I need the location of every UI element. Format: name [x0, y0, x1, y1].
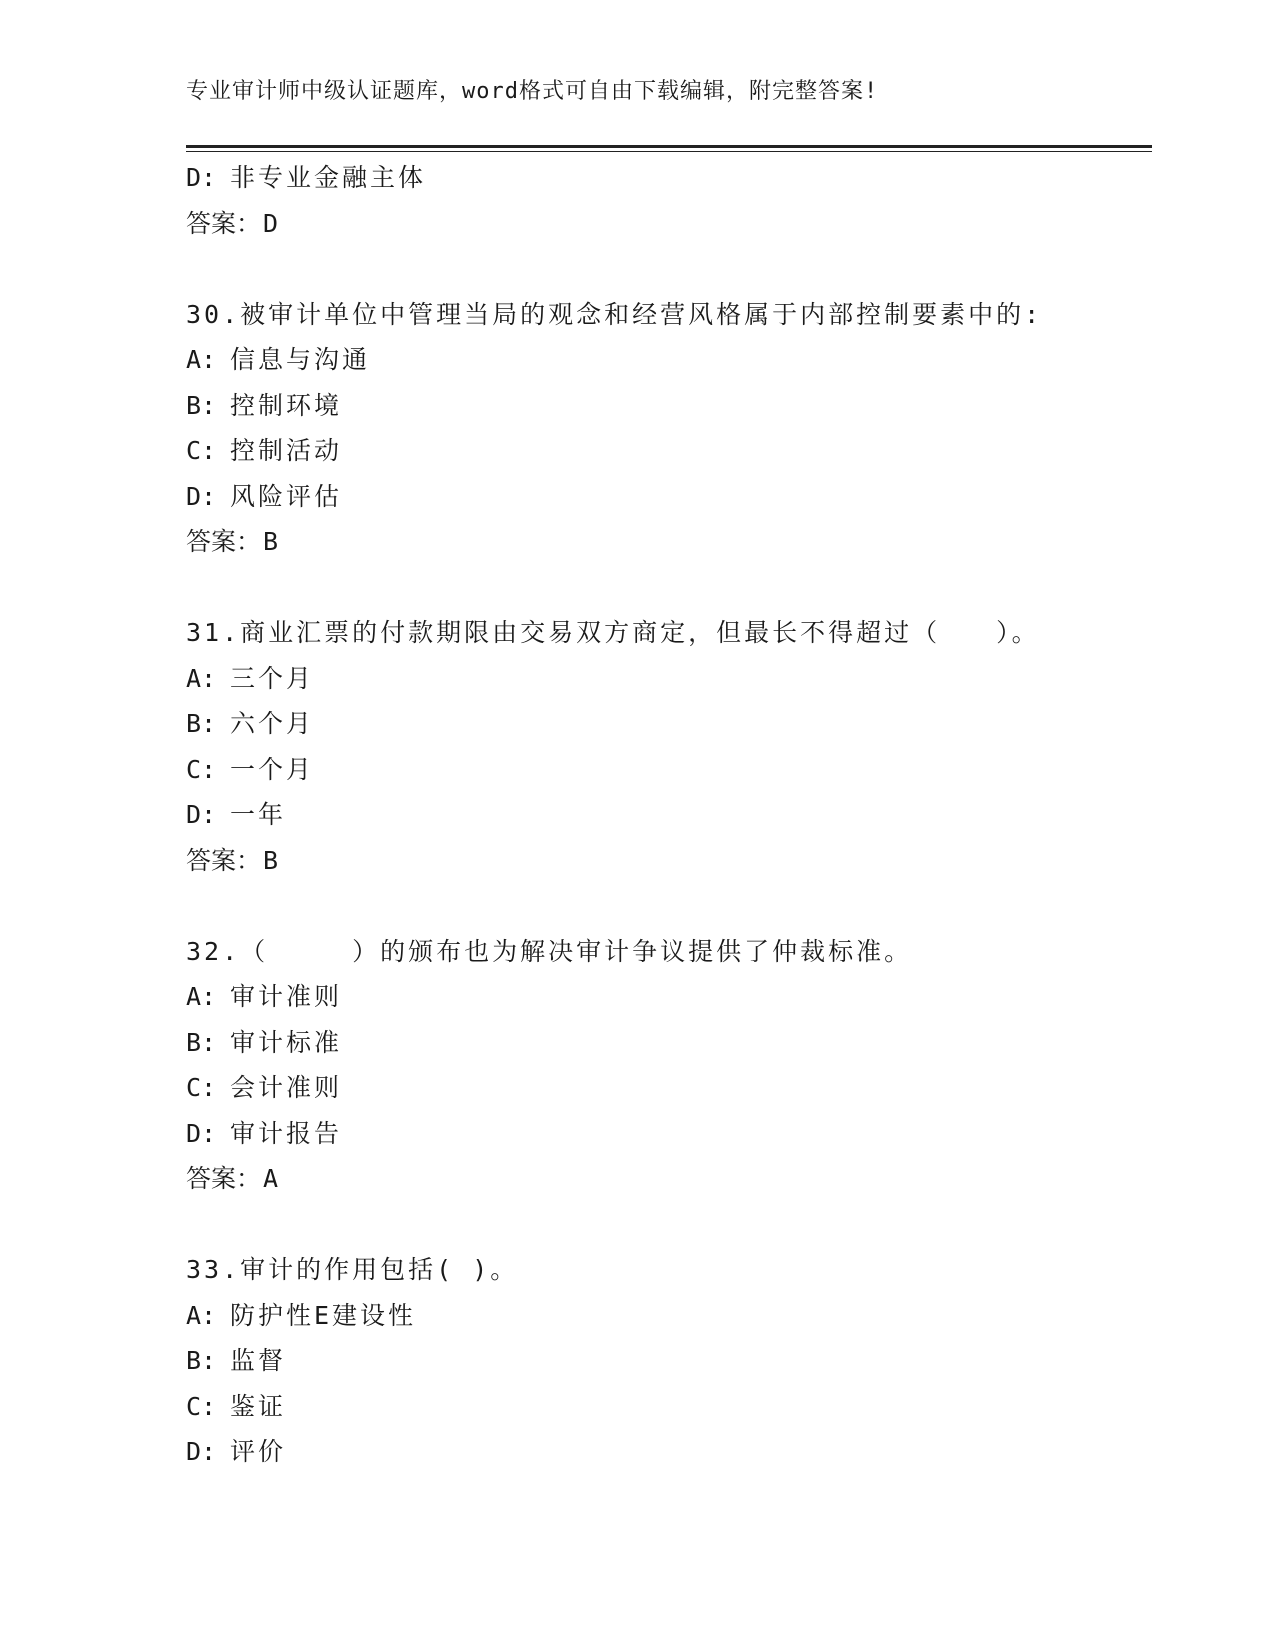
option-key: C:: [186, 1073, 217, 1102]
option-text: 评价: [230, 1437, 287, 1466]
option-text: 控制环境: [230, 390, 343, 420]
option-key: B:: [186, 709, 217, 738]
answer-line: [186, 1156, 1152, 1202]
option-key: A:: [186, 1300, 217, 1330]
option-c: [186, 1065, 1152, 1111]
answer-label: 答案：: [186, 845, 262, 875]
answer-value: B: [263, 527, 279, 556]
option-d: [186, 1111, 1152, 1157]
option-key: C:: [186, 754, 217, 784]
option-text: 审计准则: [230, 982, 343, 1011]
header-divider-thick: [186, 145, 1152, 148]
option-text: 审计标准: [230, 1027, 343, 1057]
question-stem: 30.被审计单位中管理当局的观念和经营风格属于内部控制要素中的:: [186, 299, 1043, 329]
option-key: A:: [186, 982, 217, 1011]
answer-label: 答案：: [186, 1164, 262, 1193]
answer-label: 答案：: [186, 208, 262, 238]
answer-line: [186, 838, 1152, 884]
option-text: 一个月: [230, 754, 315, 784]
answer-line: [186, 201, 1152, 247]
option-text: 防护性E建设性: [230, 1300, 417, 1330]
option-key: D:: [186, 481, 217, 511]
option-key: B:: [186, 390, 217, 420]
option-b: [186, 701, 1152, 747]
option-d: [186, 474, 1152, 520]
option-c: [186, 428, 1152, 474]
option-key: C:: [186, 1391, 217, 1421]
option-b: [186, 1338, 1152, 1384]
option-text: 控制活动: [230, 436, 343, 465]
answer-value: D: [263, 208, 279, 238]
option-key: B:: [186, 1346, 217, 1375]
option-text: 会计准则: [230, 1073, 343, 1102]
answer-value: B: [263, 845, 279, 875]
option-text: 鉴证: [230, 1391, 287, 1421]
option-key: A:: [186, 663, 217, 693]
option-key: D:: [186, 1437, 217, 1466]
option-text: 三个月: [230, 663, 315, 693]
question-stem: 33.审计的作用包括( )。: [186, 1255, 519, 1284]
option-a: [186, 337, 1152, 383]
option-c: [186, 1384, 1152, 1430]
option-a: [186, 974, 1152, 1020]
option-text: 六个月: [230, 709, 315, 738]
option-key: D:: [186, 800, 217, 829]
option-d: [186, 155, 1152, 201]
question-stem: 32.（ ）的颁布也为解决审计争议提供了仲裁标准。: [186, 936, 913, 966]
question-list: [186, 155, 1152, 1475]
option-b: [186, 1020, 1152, 1066]
option-text: 审计报告: [230, 1118, 343, 1148]
answer-value: A: [263, 1164, 279, 1193]
option-a: [186, 656, 1152, 702]
option-text: 一年: [230, 800, 287, 829]
option-d: [186, 1429, 1152, 1475]
header-divider-thin: [186, 151, 1152, 152]
page-header-text: 专业审计师中级认证题库，word格式可自由下载编辑，附完整答案!: [186, 79, 879, 104]
option-text: 风险评估: [230, 481, 343, 511]
option-c: [186, 747, 1152, 793]
option-a: [186, 1293, 1152, 1339]
answer-label: 答案：: [186, 527, 262, 556]
question-stem: 31.商业汇票的付款期限由交易双方商定，但最长不得超过（ ）。: [186, 618, 1040, 647]
option-key: A:: [186, 345, 217, 374]
option-text: 监督: [230, 1346, 287, 1375]
option-text: 信息与沟通: [230, 345, 371, 374]
option-key: D:: [186, 163, 217, 192]
option-key: B:: [186, 1027, 217, 1057]
option-b: [186, 383, 1152, 429]
option-text: 非专业金融主体: [230, 163, 427, 192]
answer-line: [186, 519, 1152, 565]
option-key: D:: [186, 1118, 217, 1148]
option-key: C:: [186, 436, 217, 465]
option-d: [186, 792, 1152, 838]
